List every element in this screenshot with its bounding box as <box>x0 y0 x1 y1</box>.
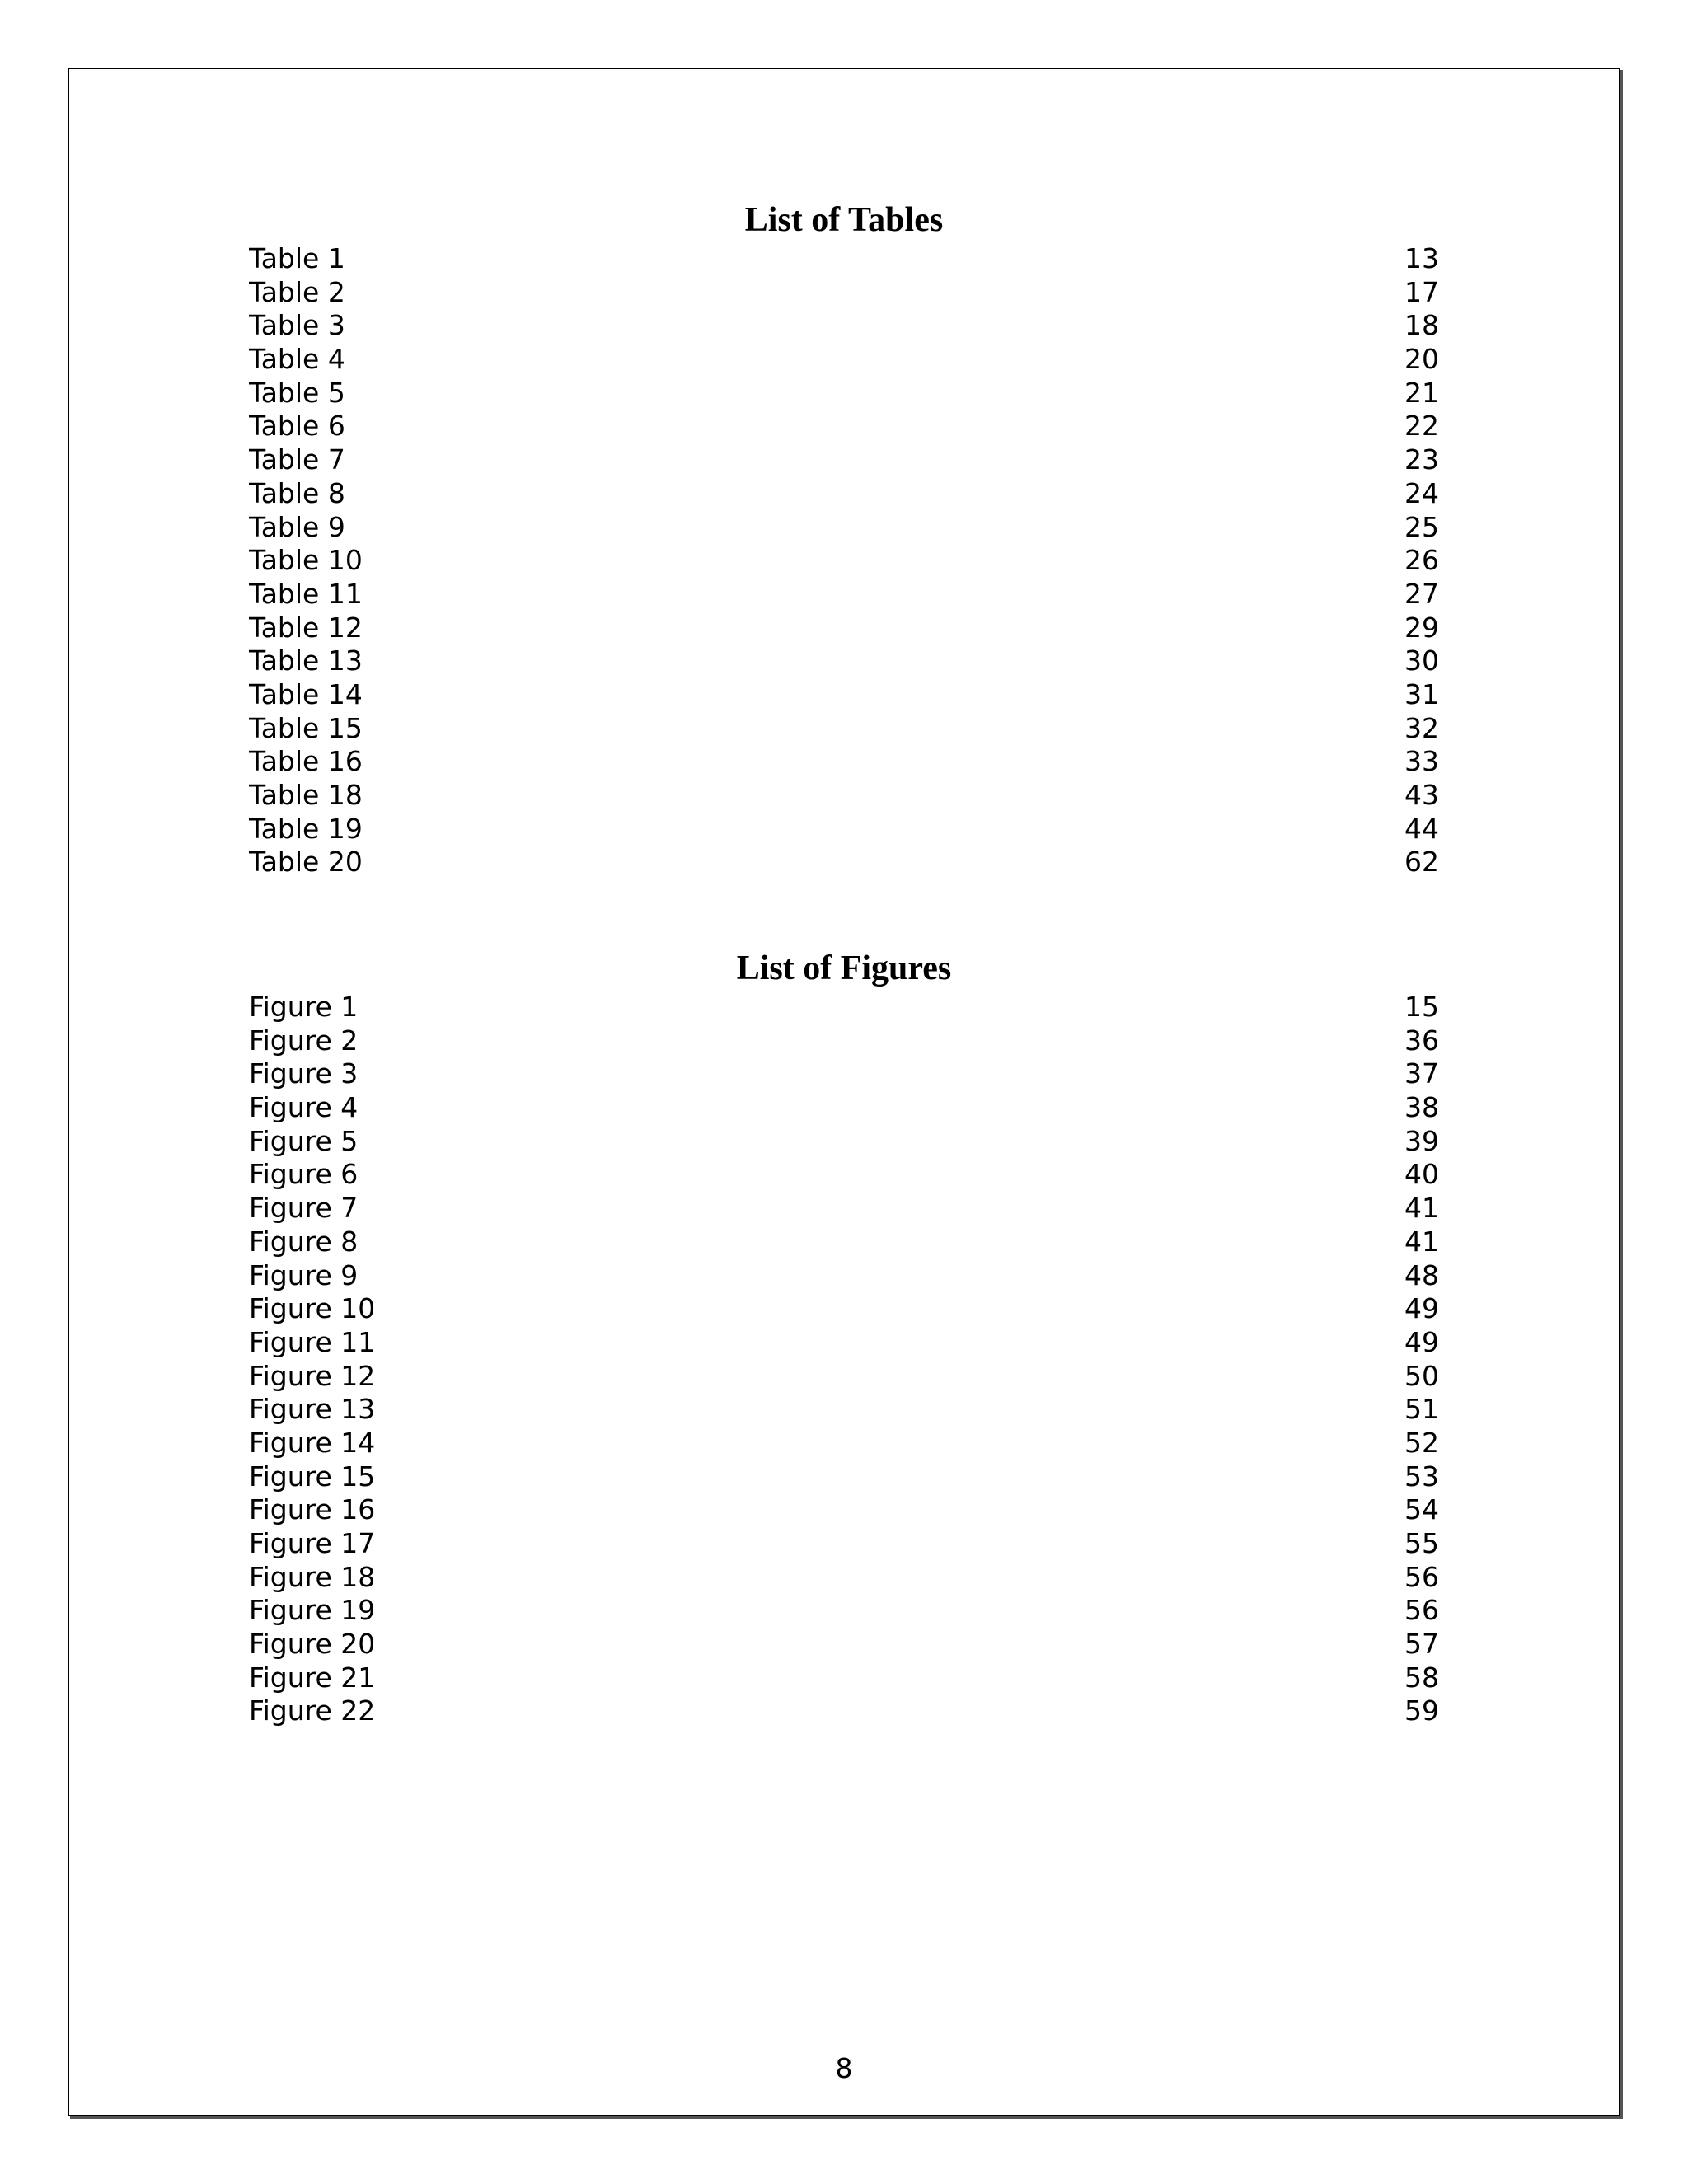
figure-entry-label: Figure 10 <box>249 1292 376 1325</box>
figure-entry-page: 37 <box>1404 1057 1439 1090</box>
figure-entry-label: Figure 9 <box>249 1258 359 1291</box>
table-entry-label: Table 9 <box>249 510 345 543</box>
table-entry-page: 17 <box>1404 275 1439 308</box>
table-entry[interactable] <box>249 410 1439 443</box>
figure-entry-label: Figure 15 <box>249 1460 376 1493</box>
figure-entry-page: 59 <box>1404 1694 1439 1727</box>
figure-entry-page: 54 <box>1404 1493 1439 1526</box>
figure-entry[interactable] <box>249 1259 1439 1293</box>
table-entry-page: 31 <box>1404 677 1439 710</box>
list-of-tables-heading: List of Tables <box>744 201 944 239</box>
figure-entry[interactable] <box>249 1628 1439 1661</box>
table-entry-page: 22 <box>1404 410 1439 443</box>
table-entry-label: Table 8 <box>249 476 345 509</box>
figure-entry-page: 49 <box>1404 1325 1439 1358</box>
table-entry-label: Table 16 <box>249 745 363 778</box>
figure-entry[interactable] <box>249 1091 1439 1125</box>
table-entry[interactable] <box>249 443 1439 477</box>
table-entry-label: Table 2 <box>249 275 345 308</box>
figure-entry[interactable] <box>249 1427 1439 1460</box>
table-entry[interactable] <box>249 343 1439 377</box>
figure-entry[interactable] <box>249 1527 1439 1561</box>
figure-entry-page: 52 <box>1404 1426 1439 1459</box>
table-entry-label: Table 18 <box>249 779 363 811</box>
figure-entry-page: 53 <box>1404 1460 1439 1493</box>
table-entry-page: 44 <box>1404 812 1439 845</box>
figure-entry[interactable] <box>249 1024 1439 1058</box>
figure-entry[interactable] <box>249 1125 1439 1159</box>
figure-entry-page: 41 <box>1404 1225 1439 1258</box>
table-entry-page: 25 <box>1404 510 1439 543</box>
figure-entry-page: 40 <box>1404 1158 1439 1191</box>
figure-entry[interactable] <box>249 1226 1439 1259</box>
list-of-tables <box>249 242 1439 879</box>
table-entry-label: Table 1 <box>249 242 345 274</box>
figure-entry[interactable] <box>249 1360 1439 1394</box>
figure-entry-label: Figure 17 <box>249 1527 376 1559</box>
table-entry-page: 13 <box>1404 242 1439 274</box>
figure-entry-label: Figure 18 <box>249 1560 376 1593</box>
figure-entry[interactable] <box>249 1661 1439 1695</box>
figure-entry-page: 56 <box>1404 1560 1439 1593</box>
figure-entry-page: 41 <box>1404 1192 1439 1225</box>
figure-entry-label: Figure 2 <box>249 1024 359 1057</box>
figure-entry-page: 51 <box>1404 1393 1439 1426</box>
table-entry[interactable] <box>249 813 1439 846</box>
figure-entry-page: 15 <box>1404 991 1439 1023</box>
table-entry[interactable] <box>249 578 1439 612</box>
table-entry[interactable] <box>249 544 1439 578</box>
table-entry-label: Table 13 <box>249 644 363 677</box>
list-of-figures-section <box>249 946 1439 1728</box>
figure-entry-label: Figure 19 <box>249 1594 376 1627</box>
figure-entry-page: 38 <box>1404 1091 1439 1124</box>
figure-entry-label: Figure 5 <box>249 1124 359 1157</box>
table-entry-label: Table 10 <box>249 544 363 577</box>
table-entry[interactable] <box>249 779 1439 813</box>
figure-entry[interactable] <box>249 1493 1439 1527</box>
figure-entry-label: Figure 13 <box>249 1393 376 1426</box>
table-entry-page: 43 <box>1404 779 1439 811</box>
figure-entry[interactable] <box>249 1460 1439 1494</box>
table-entry-page: 33 <box>1404 745 1439 778</box>
figure-entry-page: 58 <box>1404 1661 1439 1694</box>
list-of-figures <box>249 991 1439 1728</box>
table-entry-page: 23 <box>1404 443 1439 476</box>
figure-entry[interactable] <box>249 1326 1439 1360</box>
figure-entry-label: Figure 11 <box>249 1325 376 1358</box>
figure-entry[interactable] <box>249 1158 1439 1192</box>
figure-entry-page: 57 <box>1404 1628 1439 1661</box>
table-entry-page: 24 <box>1404 476 1439 509</box>
figure-entry[interactable] <box>249 991 1439 1024</box>
table-entry-page: 32 <box>1404 711 1439 744</box>
table-entry-label: Table 5 <box>249 376 345 409</box>
table-entry[interactable] <box>249 745 1439 779</box>
table-entry[interactable] <box>249 377 1439 410</box>
list-of-tables-section <box>249 198 1439 879</box>
figure-entry-page: 55 <box>1404 1527 1439 1559</box>
figure-entry[interactable] <box>249 1393 1439 1427</box>
table-entry[interactable] <box>249 276 1439 310</box>
table-entry-page: 18 <box>1404 309 1439 342</box>
table-entry[interactable] <box>249 712 1439 746</box>
figure-entry-page: 49 <box>1404 1292 1439 1325</box>
table-entry[interactable] <box>249 477 1439 511</box>
table-entry-label: Table 19 <box>249 812 363 845</box>
table-entry-label: Table 3 <box>249 309 345 342</box>
table-entry[interactable] <box>249 511 1439 545</box>
figure-entry-label: Figure 12 <box>249 1359 376 1392</box>
figure-entry-label: Figure 3 <box>249 1057 359 1090</box>
figure-entry[interactable] <box>249 1057 1439 1091</box>
figure-entry-label: Figure 21 <box>249 1661 376 1694</box>
figure-entry-page: 36 <box>1404 1024 1439 1057</box>
figure-entry-page: 56 <box>1404 1594 1439 1627</box>
table-entry-label: Table 7 <box>249 443 345 476</box>
figure-entry[interactable] <box>249 1694 1439 1728</box>
table-entry-page: 30 <box>1404 644 1439 677</box>
table-entry-label: Table 15 <box>249 711 363 744</box>
table-entry-label: Table 12 <box>249 611 363 644</box>
table-entry[interactable] <box>249 678 1439 712</box>
table-entry[interactable] <box>249 644 1439 678</box>
page-number: 8 <box>835 2052 853 2084</box>
figure-entry-page: 39 <box>1404 1124 1439 1157</box>
table-entry-page: 26 <box>1404 544 1439 577</box>
table-entry-label: Table 20 <box>249 846 363 879</box>
table-entry-label: Table 4 <box>249 343 345 376</box>
list-of-figures-heading: List of Figures <box>736 949 952 987</box>
figure-entry-label: Figure 8 <box>249 1225 359 1258</box>
figure-entry[interactable] <box>249 1292 1439 1326</box>
figure-entry-label: Figure 7 <box>249 1192 359 1225</box>
figure-entry[interactable] <box>249 1561 1439 1595</box>
table-entry[interactable] <box>249 309 1439 343</box>
table-entry-page: 62 <box>1404 846 1439 879</box>
figure-entry-label: Figure 22 <box>249 1694 376 1727</box>
table-entry[interactable] <box>249 612 1439 645</box>
figure-entry-label: Figure 1 <box>249 991 359 1023</box>
table-entry-label: Table 6 <box>249 410 345 443</box>
figure-entry[interactable] <box>249 1594 1439 1628</box>
figure-entry-label: Figure 14 <box>249 1426 376 1459</box>
figure-entry-label: Figure 4 <box>249 1091 359 1124</box>
figure-entry-page: 48 <box>1404 1258 1439 1291</box>
table-entry-page: 29 <box>1404 611 1439 644</box>
table-entry-page: 27 <box>1404 577 1439 610</box>
figure-entry-label: Figure 6 <box>249 1158 359 1191</box>
figure-entry-label: Figure 20 <box>249 1628 376 1661</box>
figure-entry-label: Figure 16 <box>249 1493 376 1526</box>
table-entry[interactable] <box>249 846 1439 879</box>
table-entry-page: 21 <box>1404 376 1439 409</box>
table-entry-label: Table 14 <box>249 677 363 710</box>
figure-entry[interactable] <box>249 1192 1439 1226</box>
table-entry-label: Table 11 <box>249 577 363 610</box>
table-entry[interactable] <box>249 242 1439 276</box>
table-entry-page: 20 <box>1404 343 1439 376</box>
figure-entry-page: 50 <box>1404 1359 1439 1392</box>
